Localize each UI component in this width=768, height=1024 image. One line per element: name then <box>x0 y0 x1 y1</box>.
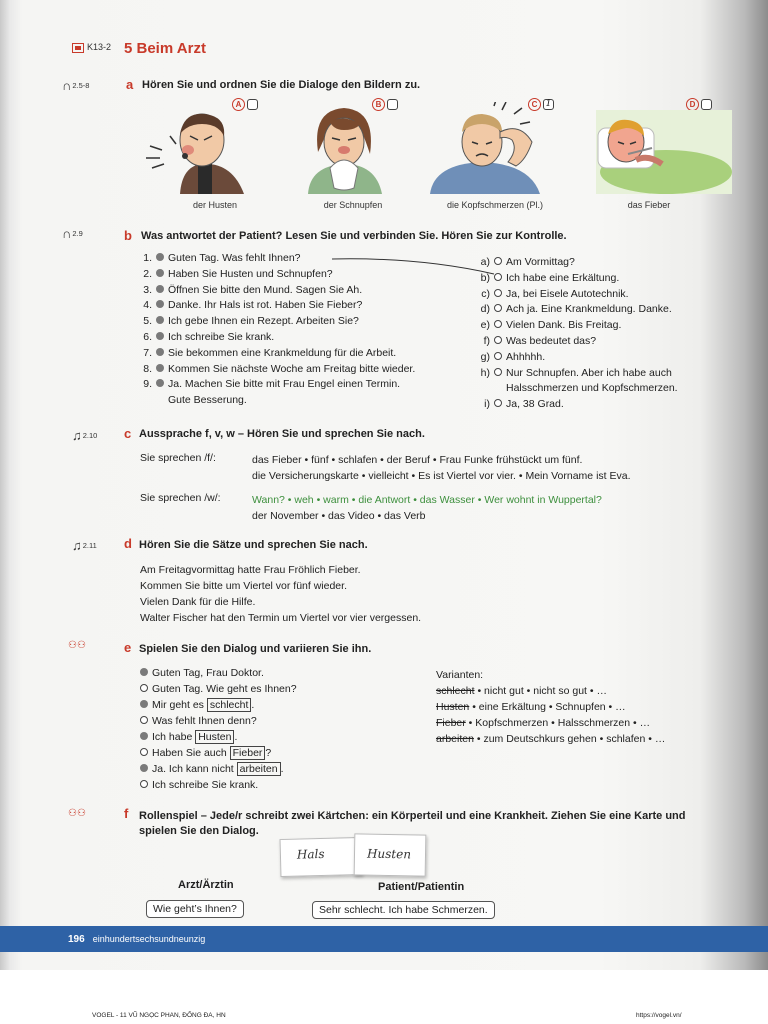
instruction-line-2: spielen Sie den Dialog. <box>139 825 259 837</box>
music-note-icon: ♫ <box>72 428 82 443</box>
f-line-2: die Versicherungskarte • vielleicht • Es ist Viertel vor vier. • Mein Vorname ist Eva. <box>252 470 631 482</box>
headphones-icon: ∩ <box>62 78 72 93</box>
answer-box-d[interactable] <box>701 99 712 110</box>
group-work-icon: ⚇⚇ <box>68 808 86 819</box>
card-body-part: Hals <box>280 837 363 877</box>
patient-speech-bubble: Sehr schlecht. Ich habe Schmerzen. <box>312 901 495 919</box>
audio-track-c: ♫2.10 <box>72 428 98 443</box>
question-item: 9. Ja. Machen Sie bitte mit Frau Engel einen Termin. <box>143 378 401 391</box>
answer-item: c) Ja, bei Eisele Autotechnik. <box>481 287 629 300</box>
music-note-icon: ♫ <box>72 538 82 553</box>
variant-line: arbeiten • zum Deutschkurs gehen • schlafen • … <box>436 733 666 745</box>
connecting-line <box>330 255 500 279</box>
exercise-c-instruction: Aussprache f, v, w – Hören Sie und sprechen Sie nach. <box>139 428 425 440</box>
variants-block <box>436 667 736 747</box>
sneezing-woman-illustration <box>300 102 390 194</box>
sentence: Kommen Sie bitte um Viertel vor fünf wieder. <box>140 580 347 592</box>
card-illness: Husten <box>354 833 427 876</box>
publisher-credit: VOGEL - 11 VŨ NGỌC PHAN, ĐỐNG ĐA, HN <box>92 1012 226 1019</box>
question-item: 2. Haben Sie Husten und Schnupfen? <box>143 267 333 280</box>
question-item: 4. Danke. Ihr Hals ist rot. Haben Sie Fieber? <box>143 299 363 312</box>
dialog-line: Haben Sie auch Fieber ? <box>140 745 430 761</box>
dialog-line: Was fehlt Ihnen denn? <box>140 713 430 729</box>
exercise-letter-a: a <box>126 77 134 92</box>
headache-man-illustration <box>420 102 550 194</box>
exercise-e-instruction: Spielen Sie den Dialog und variieren Sie ihn. <box>139 643 372 655</box>
picture-b <box>290 96 412 216</box>
answer-item: b) Ich habe eine Erkältung. <box>480 271 620 284</box>
variants-title: Varianten: <box>436 669 484 681</box>
instruction-line-1: Rollenspiel – Jede/r schreibt zwei Kärtchen: ein Körperteil und eine Krankheit. Ziehen Sie eine Karte und <box>139 810 686 822</box>
book-icon <box>72 43 84 53</box>
answer-item: h) Nur Schnupfen. Aber ich habe auch <box>480 366 672 379</box>
picture-a <box>140 96 262 216</box>
exercise-letter-c: c <box>124 426 132 441</box>
sentence: Am Freitagvormittag hatte Frau Fröhlich Fieber. <box>140 564 361 576</box>
dialog-line: Guten Tag. Wie geht es Ihnen? <box>140 681 430 697</box>
variant-line: Fieber • Kopfschmerzen • Halsschmerzen • … <box>436 717 651 729</box>
sentence-list <box>140 562 540 626</box>
variable-word: Husten <box>195 730 234 744</box>
unit-title: 5 Beim Arzt <box>124 40 206 57</box>
picture-c-caption: die Kopfschmerzen (Pl.) <box>446 200 544 210</box>
question-item: 5. Ich gebe Ihnen ein Rezept. Arbeiten Sie? <box>143 315 359 328</box>
picture-b-label: B <box>372 96 398 114</box>
variable-word: schlecht <box>207 698 252 712</box>
page-footer <box>68 934 205 945</box>
headphones-icon: ∩ <box>62 226 72 241</box>
picture-d-label: D <box>686 96 712 114</box>
exercise-f-instruction <box>139 809 729 839</box>
coughing-man-illustration <box>140 106 260 194</box>
f-line-1: das Fieber • fünf • schlafen • der Beruf • Frau Funke frühstückt um fünf. <box>252 454 583 466</box>
answer-item: e) Vielen Dank. Bis Freitag. <box>480 319 622 332</box>
picture-a-label: A <box>232 96 258 114</box>
question-item: 1. Guten Tag. Was fehlt Ihnen? <box>143 252 301 264</box>
exercise-letter-e: e <box>124 640 132 655</box>
dialog-line: Mir geht es schlecht . <box>140 697 430 713</box>
question-item: 3. Öffnen Sie bitte den Mund. Sagen Sie Ah. <box>143 283 363 296</box>
exercise-a-instruction: Hören Sie und ordnen Sie die Dialoge den Bildern zu. <box>142 79 421 91</box>
f-sound-label: Sie sprechen /f/: <box>140 452 216 464</box>
exercise-d-instruction: Hören Sie die Sätze und sprechen Sie nach. <box>139 539 368 551</box>
exercise-letter-d: d <box>124 536 132 551</box>
variable-word: arbeiten <box>237 762 281 776</box>
dialog-line: Ich schreibe Sie krank. <box>140 777 430 793</box>
picture-d <box>594 96 738 216</box>
picture-b-caption: der Schnupfen <box>323 200 383 210</box>
audio-track-b: ∩2.9 <box>62 226 83 241</box>
w-sound-label: Sie sprechen /w/: <box>140 492 221 504</box>
dialog-line: Ja. Ich kann nicht arbeiten . <box>140 761 430 777</box>
unit-code: K13-2 <box>72 42 111 53</box>
dialog-line: Guten Tag, Frau Doktor. <box>140 665 430 681</box>
exercise-letter-f: f <box>124 806 129 821</box>
answer-item: f) Was bedeutet das? <box>483 334 597 347</box>
picture-d-caption: das Fieber <box>627 200 671 210</box>
question-item: 7. Sie bekommen eine Krankmeldung für die Arbeit. <box>143 346 397 359</box>
fever-in-bed-illustration <box>596 110 732 194</box>
patient-role-label: Patient/Patientin <box>378 881 465 893</box>
question-item: 8. Kommen Sie nächste Woche am Freitag bitte wieder. <box>143 362 416 375</box>
picture-c <box>420 96 560 216</box>
audio-track-d: ♫2.11 <box>72 538 97 553</box>
answer-item: a) Am Vormittag? <box>480 256 575 268</box>
question-item: Gute Besserung. <box>168 394 247 407</box>
answer-item: g) Ahhhhh. <box>480 350 546 363</box>
page-number-words: einhundertsechsundneunzig <box>92 934 206 944</box>
pair-work-icon: ⚇⚇ <box>68 640 86 651</box>
answer-item: Halsschmerzen und Kopfschmerzen. <box>506 382 678 395</box>
sentence: Walter Fischer hat den Termin um Viertel vor vier vergessen. <box>140 612 422 624</box>
page-number: 196 <box>68 934 85 945</box>
exercise-b-instruction: Was antwortet der Patient? Lesen Sie und verbinden Sie. Hören Sie zur Kontrolle. <box>141 230 567 242</box>
w-line-2: der November • das Video • das Verb <box>252 510 426 522</box>
sentence: Vielen Dank für die Hilfe. <box>140 596 256 608</box>
w-line-1: Wann? • weh • warm • die Antwort • das Wasser • Wer wohnt in Wuppertal? <box>252 494 602 506</box>
dialog-lines <box>140 665 430 793</box>
audio-track-a: ∩2.5-8 <box>62 78 90 93</box>
publisher-url[interactable]: https://vogel.vn/ <box>636 1012 682 1019</box>
picture-a-caption: der Husten <box>192 200 238 210</box>
w-sound-examples <box>252 492 722 524</box>
variant-line: Husten • eine Erkältung • Schnupfen • … <box>436 701 626 713</box>
answer-box-c[interactable]: 1 <box>543 99 554 110</box>
doctor-speech-bubble: Wie geht’s Ihnen? <box>146 900 244 918</box>
dialog-line: Ich habe Husten . <box>140 729 430 745</box>
answer-item: i) Ja, 38 Grad. <box>484 398 564 411</box>
variant-line: schlecht • nicht gut • nicht so gut • … <box>436 685 607 697</box>
question-item: 6. Ich schreibe Sie krank. <box>143 330 275 343</box>
doctor-role-label: Arzt/Ärztin <box>178 879 234 891</box>
exercise-letter-b: b <box>124 228 132 243</box>
picture-c-label: C 1 <box>528 96 554 114</box>
answer-item: d) Ach ja. Eine Krankmeldung. Danke. <box>480 303 672 316</box>
patient-answers <box>478 255 758 413</box>
f-sound-examples <box>252 452 722 484</box>
variable-word: Fieber <box>230 746 266 760</box>
